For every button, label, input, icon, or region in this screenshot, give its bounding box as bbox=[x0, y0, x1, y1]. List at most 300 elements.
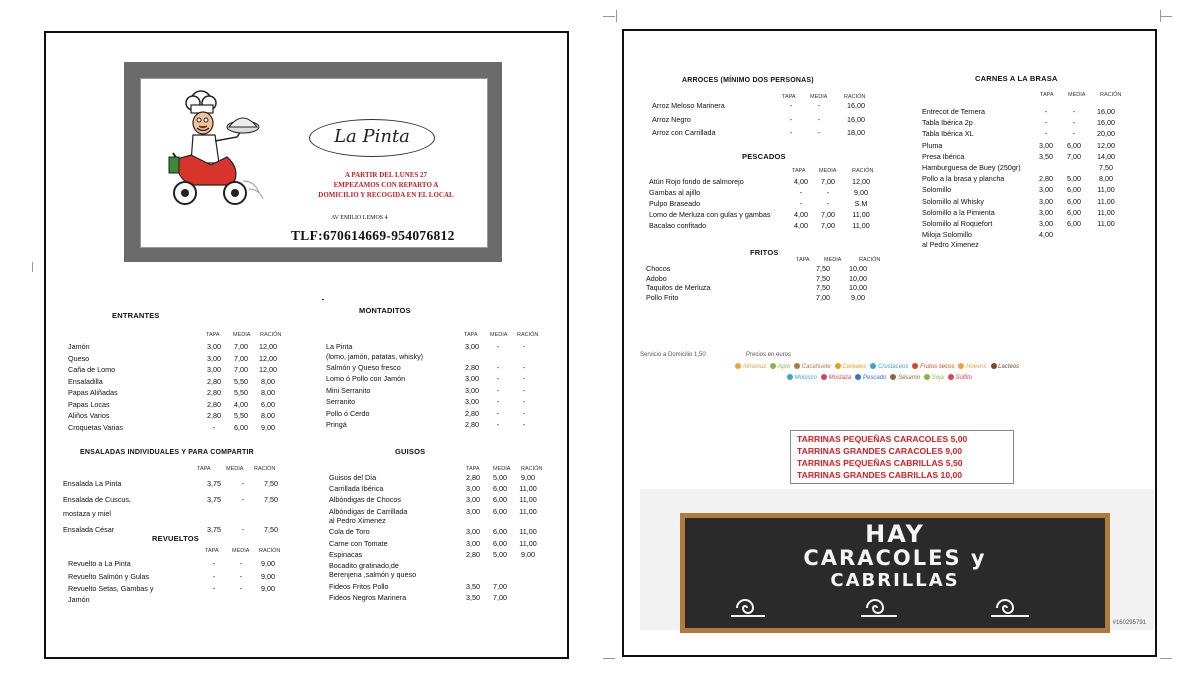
allergen-label: Cereales bbox=[842, 363, 867, 370]
menu-item bbox=[326, 397, 546, 407]
menu-item-name: Albóndigas de Chocos bbox=[329, 495, 401, 505]
price-media: - bbox=[1072, 107, 1076, 116]
phone-number: TLF:670614669-954076812 bbox=[291, 228, 455, 243]
menu-item-subtext: al Pedro Ximenez bbox=[922, 239, 979, 249]
price-media: - bbox=[1072, 129, 1076, 139]
price-tapa: 4,00 bbox=[794, 221, 808, 230]
allergen-icon bbox=[912, 363, 918, 369]
price-media: 7,00 bbox=[816, 292, 830, 302]
menu-item-name: Tabla Ibérica 2p bbox=[922, 118, 973, 128]
allergen-icon bbox=[770, 363, 776, 369]
price-tapa: - bbox=[799, 188, 803, 197]
price-racion: 9,00 bbox=[261, 584, 275, 593]
menu-item-name: Caña de Lomo bbox=[68, 365, 116, 374]
price-racion: 12,00 bbox=[259, 342, 277, 351]
menu-item bbox=[646, 293, 896, 303]
price-tapa: 2,80 bbox=[207, 399, 221, 409]
price-racion: 8,00 bbox=[1099, 174, 1113, 184]
allergen-icon bbox=[890, 374, 896, 380]
price-racion: - bbox=[522, 397, 526, 407]
price-tapa: - bbox=[1044, 118, 1048, 128]
price-media: - bbox=[826, 199, 830, 208]
price-tapa: 3,00 bbox=[466, 538, 480, 548]
price-media: 6,00 bbox=[493, 484, 507, 494]
menu-item bbox=[922, 219, 1152, 229]
price-tapa: - bbox=[212, 559, 216, 568]
chalk-line: HAY bbox=[865, 520, 925, 548]
menu-item bbox=[652, 115, 892, 125]
menu-item bbox=[329, 527, 549, 537]
menu-item-name: Tabla Ibérica XL bbox=[922, 129, 974, 139]
price-racion: 11,00 bbox=[519, 495, 537, 505]
menu-item bbox=[326, 374, 546, 384]
price-media: - bbox=[496, 420, 500, 430]
menu-item bbox=[329, 539, 549, 549]
col-header-racion: RACIÓN bbox=[1100, 92, 1122, 98]
menu-item bbox=[646, 264, 896, 274]
price-media: 7,00 bbox=[821, 221, 835, 230]
menu-item-name: Espinacas bbox=[329, 549, 363, 559]
banner-card bbox=[140, 78, 488, 248]
menu-item bbox=[326, 420, 546, 430]
price-media: - bbox=[241, 495, 245, 504]
menu-item bbox=[646, 274, 896, 284]
logo-text: La Pinta bbox=[334, 126, 410, 147]
price-tapa: 3,00 bbox=[1039, 207, 1053, 217]
price-racion: - bbox=[522, 408, 526, 418]
price-tapa: - bbox=[1044, 107, 1048, 116]
chalkboard bbox=[680, 513, 1110, 633]
price-racion: 8,00 bbox=[261, 411, 275, 420]
price-tapa: 3,75 bbox=[207, 479, 221, 488]
allergen-crustaceos-legend bbox=[869, 364, 908, 370]
section-title-fritos: FRITOS bbox=[750, 248, 779, 257]
price-racion: 11,00 bbox=[1097, 219, 1115, 228]
allergen-apio-legend bbox=[769, 364, 790, 370]
col-header-media: MEDIA bbox=[819, 168, 837, 174]
menu-item-name: Fideos Fritos Pollo bbox=[329, 581, 389, 591]
menu-item bbox=[922, 129, 1152, 139]
price-media: - bbox=[817, 101, 821, 110]
col-header-racion: RACIÓN bbox=[260, 332, 282, 338]
price-tapa: 2,80 bbox=[207, 388, 221, 397]
col-header-media: MEDIA bbox=[810, 94, 828, 100]
menu-item-subtext: Berenjena ,salmón y queso bbox=[329, 570, 417, 580]
menu-item bbox=[329, 484, 549, 494]
price-tapa: - bbox=[789, 101, 793, 110]
menu-item-name: Chocos bbox=[646, 264, 671, 273]
allergen-icon bbox=[821, 374, 827, 380]
col-header-tapa: TAPA bbox=[464, 332, 478, 338]
price-racion: 11,00 bbox=[519, 538, 537, 548]
address: AV EMILIO LEMOS 4 bbox=[331, 215, 388, 221]
menu-item-name: Aliños Varios bbox=[68, 411, 110, 420]
menu-item bbox=[68, 354, 298, 364]
price-tapa: 3,00 bbox=[1039, 140, 1053, 150]
price-media: - bbox=[241, 524, 245, 534]
price-racion: 7,50 bbox=[264, 524, 278, 534]
price-racion: 11,00 bbox=[1097, 185, 1115, 195]
price-tapa: 3,50 bbox=[1039, 151, 1053, 161]
price-tapa: - bbox=[799, 199, 803, 208]
price-racion: 9,00 bbox=[521, 473, 535, 482]
allergen-label: Frutos secos bbox=[920, 363, 955, 370]
menu-item-name: Queso bbox=[68, 353, 90, 363]
price-tapa: 2,80 bbox=[465, 363, 479, 373]
menu-item bbox=[649, 177, 889, 187]
col-header-tapa: TAPA bbox=[197, 466, 211, 472]
price-tapa: 3,00 bbox=[1039, 219, 1053, 228]
section-title-carnes: CARNES A LA BRASA bbox=[975, 74, 1058, 83]
price-tapa: - bbox=[212, 571, 216, 581]
menu-item-name: Ensalada César bbox=[63, 524, 115, 534]
menu-item bbox=[63, 495, 293, 505]
price-media: 6,00 bbox=[234, 422, 248, 432]
allergen-icon bbox=[855, 374, 861, 380]
menu-item-name: Solomillo a la Pimienta bbox=[922, 207, 995, 217]
price-media: 6,00 bbox=[493, 527, 507, 537]
menu-item-name: Ensalada La Pinta bbox=[63, 479, 122, 488]
allergen-cacahuete-legend bbox=[793, 364, 831, 370]
allergen-icon bbox=[948, 374, 954, 380]
price-racion: 9,00 bbox=[854, 188, 868, 197]
allergen-icon bbox=[924, 374, 930, 380]
price-media: - bbox=[239, 584, 243, 593]
section-title-revueltos: REVUELTOS bbox=[152, 534, 199, 543]
col-header-tapa: TAPA bbox=[1040, 92, 1054, 98]
tarrinas-line: TARRINAS PEQUEÑAS CABRILLAS 5,50 bbox=[797, 458, 963, 468]
chef-scooter-illustration bbox=[155, 85, 265, 213]
allergen-cereales-legend bbox=[834, 364, 867, 370]
price-tapa: 3,00 bbox=[466, 527, 480, 537]
menu-item-name: Mini Serranito bbox=[326, 385, 371, 395]
price-racion: 16,00 bbox=[1097, 107, 1115, 116]
menu-item-name: Adobo bbox=[646, 273, 667, 283]
price-racion: 10,00 bbox=[849, 283, 867, 292]
allergen-altramuz-legend bbox=[734, 364, 766, 370]
menu-item bbox=[68, 342, 298, 352]
allergen-label: Sésamo bbox=[898, 374, 921, 381]
section-title-entrantes: ENTRANTES bbox=[112, 311, 160, 320]
allergen-label: Crustaceos bbox=[878, 363, 909, 370]
price-tapa: 4,00 bbox=[794, 177, 808, 186]
menu-item-name: Cola de Toro bbox=[329, 527, 370, 537]
menu-item bbox=[326, 386, 546, 396]
menu-item-name: Revuelto a La Pinta bbox=[68, 559, 131, 568]
menu-item-name: Arroz Negro bbox=[652, 114, 691, 124]
price-racion: 9,00 bbox=[851, 292, 865, 302]
menu-item-name: Solomillo bbox=[922, 185, 952, 195]
allergen-icon bbox=[787, 374, 793, 380]
price-media: 6,00 bbox=[1067, 207, 1081, 217]
price-racion: 9,00 bbox=[261, 422, 275, 432]
price-media: - bbox=[496, 374, 500, 384]
price-tapa: - bbox=[1044, 129, 1048, 139]
allergen-label: Soja bbox=[931, 374, 944, 381]
menu-item bbox=[68, 559, 298, 569]
menu-item bbox=[326, 363, 546, 373]
col-header-racion: RACIÓN bbox=[859, 257, 881, 263]
allergen-sulfito-legend bbox=[947, 375, 972, 381]
price-media: 7,00 bbox=[234, 353, 248, 363]
menu-item bbox=[326, 342, 546, 352]
stock-photo-id: #160295791 bbox=[1112, 620, 1146, 626]
price-tapa: 2,80 bbox=[207, 376, 221, 386]
menu-item-name: Arroz con Carrillada bbox=[652, 128, 716, 137]
col-header-media: MEDIA bbox=[233, 332, 251, 338]
menu-item bbox=[68, 584, 298, 594]
right-menu-page bbox=[622, 29, 1157, 657]
price-tapa: 3,00 bbox=[465, 397, 479, 407]
price-racion: 18,00 bbox=[847, 128, 865, 137]
menu-item-name: Guisos del Día bbox=[329, 473, 377, 482]
menu-item bbox=[329, 495, 549, 505]
price-racion: 9,00 bbox=[261, 571, 275, 581]
price-tapa: 3,00 bbox=[207, 365, 221, 374]
menu-item bbox=[68, 388, 298, 398]
price-tapa: 3,00 bbox=[1039, 196, 1053, 206]
col-header-media: MEDIA bbox=[493, 466, 511, 472]
col-header-racion: RACIÓN bbox=[517, 332, 539, 338]
price-media: 5,50 bbox=[234, 376, 248, 386]
col-header-media: MEDIA bbox=[232, 548, 250, 554]
col-header-racion: RACIÓN bbox=[259, 548, 281, 554]
col-header-tapa: TAPA bbox=[205, 548, 219, 554]
col-header-tapa: TAPA bbox=[466, 466, 480, 472]
menu-item-name: Gambas al ajillo bbox=[649, 188, 701, 197]
price-media: - bbox=[496, 342, 500, 351]
price-tapa: 3,00 bbox=[465, 342, 479, 351]
price-media: - bbox=[239, 559, 243, 568]
menu-item bbox=[63, 479, 293, 489]
menu-item bbox=[649, 188, 889, 198]
col-header-racion: RACIÓN bbox=[521, 466, 543, 472]
price-racion: 20,00 bbox=[1097, 129, 1115, 139]
price-racion: 6,00 bbox=[261, 399, 275, 409]
price-tapa: 3,50 bbox=[466, 592, 480, 602]
col-header-tapa: TAPA bbox=[782, 94, 796, 100]
col-header-tapa: TAPA bbox=[792, 168, 806, 174]
menu-item-name: Taquitos de Merluza bbox=[646, 283, 711, 292]
section-title-guisos: GUISOS bbox=[395, 447, 426, 456]
price-media: 7,50 bbox=[816, 283, 830, 292]
menu-item-subtext: al Pedro Ximenez bbox=[329, 516, 386, 526]
price-racion: 8,00 bbox=[261, 388, 275, 397]
price-tapa: 3,75 bbox=[207, 495, 221, 504]
price-media: 7,00 bbox=[821, 177, 835, 186]
col-header-racion: RACIÓN bbox=[852, 168, 874, 174]
price-racion: 7,50 bbox=[264, 495, 278, 504]
menu-item-name: La Pinta bbox=[326, 342, 353, 351]
col-header-racion: RACIÓN bbox=[254, 466, 276, 472]
delivery-note: Servicio a Domicilio 1,50 bbox=[640, 352, 706, 358]
price-media: 7,50 bbox=[816, 273, 830, 283]
price-tapa: - bbox=[789, 128, 793, 137]
price-racion: 12,00 bbox=[259, 365, 277, 374]
price-racion: 10,00 bbox=[849, 264, 867, 273]
price-media: 7,00 bbox=[234, 342, 248, 351]
menu-item-name: Entrecot de Ternera bbox=[922, 107, 985, 116]
menu-item bbox=[68, 377, 298, 387]
price-tapa: - bbox=[212, 584, 216, 593]
menu-item-name: Jamón bbox=[68, 342, 90, 351]
price-tapa: 3,00 bbox=[465, 374, 479, 384]
price-media: 6,00 bbox=[493, 538, 507, 548]
menu-item-name: Pluma bbox=[922, 140, 943, 150]
menu-item bbox=[649, 210, 889, 220]
col-header-tapa: TAPA bbox=[796, 257, 810, 263]
col-header-media: MEDIA bbox=[226, 466, 244, 472]
menu-item-name: Pulpo Braseado bbox=[649, 199, 701, 208]
tarrinas-line: TARRINAS GRANDES CARACOLES 9,00 bbox=[797, 446, 963, 456]
price-racion: - bbox=[522, 385, 526, 395]
menu-item bbox=[329, 593, 549, 603]
price-tapa: 3,00 bbox=[1039, 185, 1053, 195]
promo-line: DOMICILIO Y RECOGIDA EN EL LOCAL bbox=[318, 191, 454, 199]
price-racion: 16,00 bbox=[847, 114, 865, 124]
allergen-label: Huevos bbox=[966, 363, 987, 370]
price-media: 6,00 bbox=[493, 495, 507, 505]
menu-item-name: Salmón y Queso fresco bbox=[326, 363, 401, 373]
price-racion: 7,50 bbox=[264, 479, 278, 488]
price-racion: 11,00 bbox=[1097, 196, 1115, 206]
price-media: 6,00 bbox=[1067, 140, 1081, 150]
promo-line: A PARTIR DEL LUNES 27 bbox=[344, 171, 428, 179]
price-media: - bbox=[496, 397, 500, 407]
menu-item bbox=[329, 582, 549, 592]
menu-item-name: Atún Rojo fondo de salmorejo bbox=[649, 177, 744, 186]
price-media: 6,00 bbox=[1067, 185, 1081, 195]
price-media: 4,00 bbox=[234, 399, 248, 409]
menu-item-name: Papas Aliñadas bbox=[68, 388, 118, 397]
menu-item-name: Pollo ó Cerdo bbox=[326, 408, 370, 418]
price-media: - bbox=[496, 408, 500, 418]
menu-item bbox=[649, 221, 889, 231]
col-header-racion: RACIÓN bbox=[844, 94, 866, 100]
menu-item bbox=[922, 141, 1152, 151]
menu-item-name: Presa Ibérica bbox=[922, 151, 965, 161]
price-media: - bbox=[241, 479, 245, 488]
price-racion: 11,00 bbox=[519, 527, 537, 537]
menu-item bbox=[922, 185, 1152, 195]
price-media: 7,00 bbox=[821, 210, 835, 219]
logo bbox=[309, 119, 435, 157]
restaurant-banner bbox=[124, 62, 502, 262]
price-racion: 9,00 bbox=[521, 549, 535, 559]
price-racion: 12,00 bbox=[1097, 140, 1115, 150]
price-tapa: 4,00 bbox=[794, 210, 808, 219]
price-racion: - bbox=[522, 363, 526, 373]
price-media: 7,00 bbox=[1067, 151, 1081, 161]
allergen-frutos-secos-legend bbox=[911, 364, 954, 370]
menu-item bbox=[68, 400, 298, 410]
allergen-legend-row bbox=[734, 363, 1022, 370]
price-tapa: 2,80 bbox=[207, 411, 221, 420]
price-tapa: 2,80 bbox=[465, 408, 479, 418]
allergen-lacteos-legend bbox=[990, 364, 1020, 370]
allergen-icon bbox=[991, 363, 997, 369]
price-media: 6,00 bbox=[1067, 196, 1081, 206]
price-racion: 11,00 bbox=[1097, 207, 1115, 217]
prices-note: Precios en euros bbox=[746, 352, 792, 358]
price-tapa: - bbox=[789, 114, 793, 124]
menu-item-name: Solomillo al Whisky bbox=[922, 196, 984, 206]
price-racion: 11,00 bbox=[852, 221, 870, 230]
price-racion: 11,00 bbox=[519, 506, 537, 516]
price-racion: 7,50 bbox=[1099, 163, 1113, 172]
price-tapa: 3,50 bbox=[466, 581, 480, 591]
section-title-pescados: PESCADOS bbox=[742, 152, 786, 161]
price-tapa: - bbox=[212, 422, 216, 432]
allergen-icon bbox=[735, 363, 741, 369]
menu-item-name: Carne con Tomate bbox=[329, 538, 388, 548]
menu-item-name: Revuelto Setas, Gambas y bbox=[68, 584, 154, 593]
price-racion: - bbox=[522, 374, 526, 384]
allergen-molusco-legend bbox=[786, 375, 817, 381]
allergen-label: Mostaza bbox=[828, 374, 852, 381]
menu-item bbox=[922, 174, 1152, 184]
menu-item bbox=[646, 283, 896, 293]
price-media: - bbox=[496, 363, 500, 373]
allergen-soja-legend bbox=[923, 375, 944, 381]
price-media: 6,00 bbox=[1067, 219, 1081, 228]
price-tapa: 2,80 bbox=[466, 473, 480, 482]
col-header-media: MEDIA bbox=[824, 257, 842, 263]
price-media: 7,00 bbox=[493, 581, 507, 591]
menu-item bbox=[68, 423, 298, 433]
price-media: 6,00 bbox=[493, 506, 507, 516]
col-header-tapa: TAPA bbox=[206, 332, 220, 338]
price-media: - bbox=[826, 188, 830, 197]
menu-item bbox=[68, 411, 298, 421]
section-title-arroces: ARROCES (MÍNIMO DOS PERSONAS) bbox=[682, 77, 814, 84]
price-racion: - bbox=[522, 420, 526, 430]
allergen-legend-row bbox=[786, 374, 975, 381]
allergen-icon bbox=[794, 363, 800, 369]
menu-item bbox=[329, 473, 549, 483]
allergen-huevos-legend bbox=[957, 364, 986, 370]
tarrinas-line: TARRINAS GRANDES CABRILLAS 10,00 bbox=[797, 470, 963, 480]
menu-item bbox=[329, 561, 549, 571]
menu-item-name: Lomo ó Pollo con Jamón bbox=[326, 374, 406, 384]
menu-item-name: Lomo de Merluza con gulas y gambas bbox=[649, 210, 771, 219]
allergen-label: Altramuz bbox=[742, 363, 767, 370]
allergen-sésamo-legend bbox=[889, 375, 920, 381]
menu-item bbox=[922, 197, 1152, 207]
price-racion: 12,00 bbox=[852, 177, 870, 186]
menu-item bbox=[649, 199, 889, 209]
menu-item bbox=[922, 230, 1152, 240]
menu-item bbox=[68, 572, 298, 582]
menu-item-name: Papas Locas bbox=[68, 399, 110, 409]
menu-item-name: Serranito bbox=[326, 397, 356, 407]
price-tapa: 2,80 bbox=[1039, 174, 1053, 184]
menu-item bbox=[922, 163, 1152, 173]
allergen-label: Lacteos bbox=[998, 363, 1020, 370]
allergen-label: Pescado bbox=[863, 374, 887, 381]
allergen-icon bbox=[958, 363, 964, 369]
left-menu-page bbox=[44, 31, 569, 659]
menu-item bbox=[652, 128, 892, 138]
menu-item bbox=[922, 118, 1152, 128]
menu-item-name: Albóndigas de Carrillada bbox=[329, 506, 408, 516]
price-racion: 9,00 bbox=[261, 559, 275, 568]
menu-item bbox=[68, 365, 298, 375]
menu-item-name: Solomillo al Roquefort bbox=[922, 219, 993, 228]
menu-item-name: Miloja Solomillo bbox=[922, 230, 972, 240]
menu-item bbox=[329, 550, 549, 560]
price-media: - bbox=[1072, 118, 1076, 128]
